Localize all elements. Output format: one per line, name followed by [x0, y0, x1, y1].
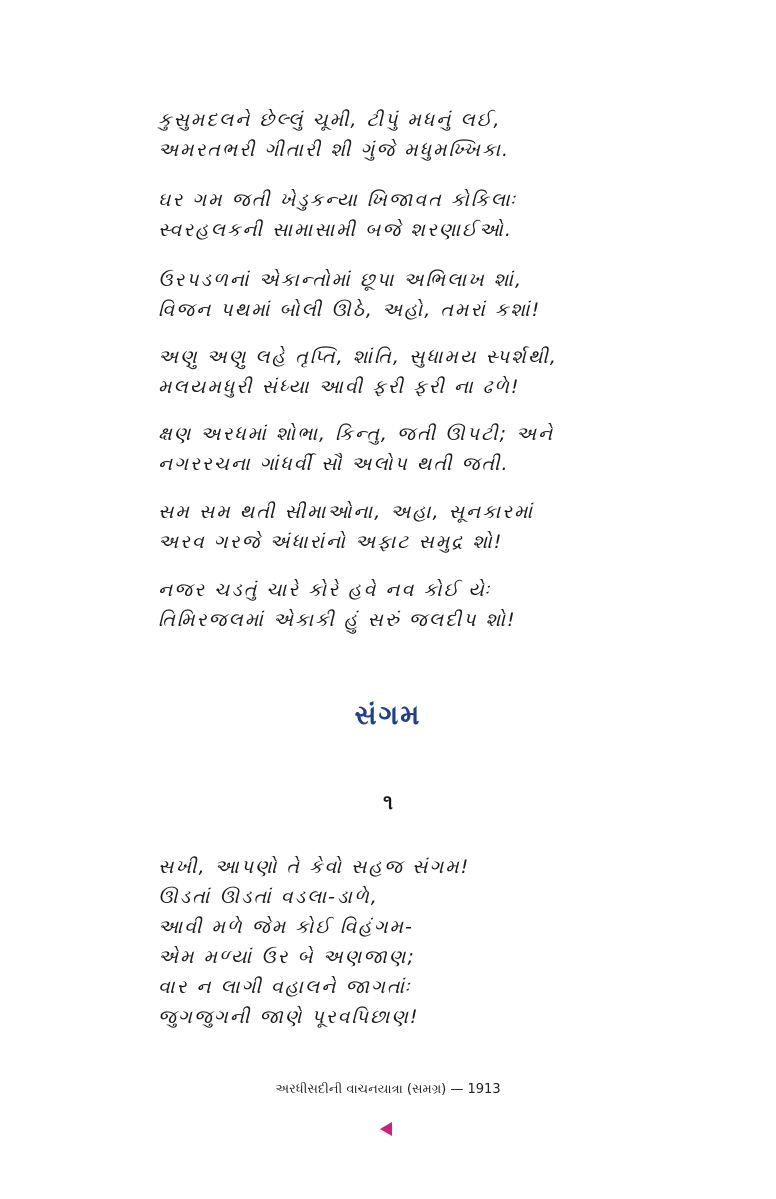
poem-line: અણુ અણુ લહે તૃપ્તિ, શાંતિ, સુધામય સ્પર્શથી,: [158, 346, 558, 368]
poem-line: મલયમધુરી સંધ્યા આવી ફરી ફરી ના ઢળે!: [158, 376, 521, 398]
poem-line: સખી, આપણો તે કેવો સહજ સંગમ!: [158, 856, 471, 878]
stanza-4: [158, 342, 578, 402]
stanza-6: [158, 497, 578, 557]
poem-line: જુગજુગની જાણે પૂરવપિછાણ!: [158, 1006, 420, 1028]
poem-line: નજર ચડતું ચારે કોરે હવે નવ કોઈ યેઃ: [158, 579, 492, 601]
stanza-5: [158, 419, 578, 479]
poem-line: આવી મળે જેમ કોઈ વિહંગમ-: [158, 916, 414, 938]
poem-line: ક્ષણ અરધમાં શોભા, કિન્તુ, જતી ઊપટી; અને: [158, 423, 555, 445]
poem-line: વાર ન લાગી વહાલને જાગતાંઃ: [158, 976, 412, 998]
poem-line: ઊડતાં ઊડતાં વડલા-ડાળે,: [158, 886, 379, 908]
poem-line: વિજન પથમાં બોલી ઊઠે, અહો, તમરાં કશાં!: [158, 299, 542, 321]
poem-line: ઘર ગમ જતી ખેડુકન્યા ખિજાવત કોકિલાઃ: [158, 189, 518, 211]
stanza-3: [158, 265, 578, 325]
poem-line: સ્વરહલકની સામાસામી બજે શરણાઈઓ.: [158, 219, 513, 241]
poem-line: નગરરચના ગાંધર્વી સૌ અલોપ થતી જતી.: [158, 453, 510, 475]
stanza-1: [158, 105, 578, 165]
page-footer: અરધીસદીની વાચનયાત્રા (સમગ્ર) — 1913: [275, 1082, 501, 1097]
poem-2: [158, 852, 578, 1032]
poem-line: સમ સમ થતી સીમાઓના, અહા, સૂનકારમાં: [158, 501, 535, 523]
stanza-2: [158, 185, 578, 245]
poem-line: એમ મળ્યાં ઉર બે અણજાણ;: [158, 946, 416, 968]
stanza-7: [158, 575, 578, 635]
poem-line: કુસુમદલને છેલ્લું ચૂમી, ટીપું મધનું લઈ,: [158, 109, 502, 131]
poem-line: અરવ ગરજે અંધારાંનો અફાટ સમુદ્ર શો!: [158, 531, 504, 553]
section-title: સંગમ: [354, 700, 422, 731]
poem-line: તિમિરજલમાં એકાકી હું સરું જલદીપ શો!: [158, 609, 517, 631]
poem-line: અમરતભરી ગીતારી શી ગુંજે મધુમખ્ખિકા.: [158, 139, 511, 161]
poem-line: ઉરપડળનાં એકાન્તોમાં છૂપા અભિલાખ શાં,: [158, 269, 523, 291]
section-number: ૧: [383, 790, 393, 814]
previous-page-arrow-icon[interactable]: [380, 1122, 392, 1136]
